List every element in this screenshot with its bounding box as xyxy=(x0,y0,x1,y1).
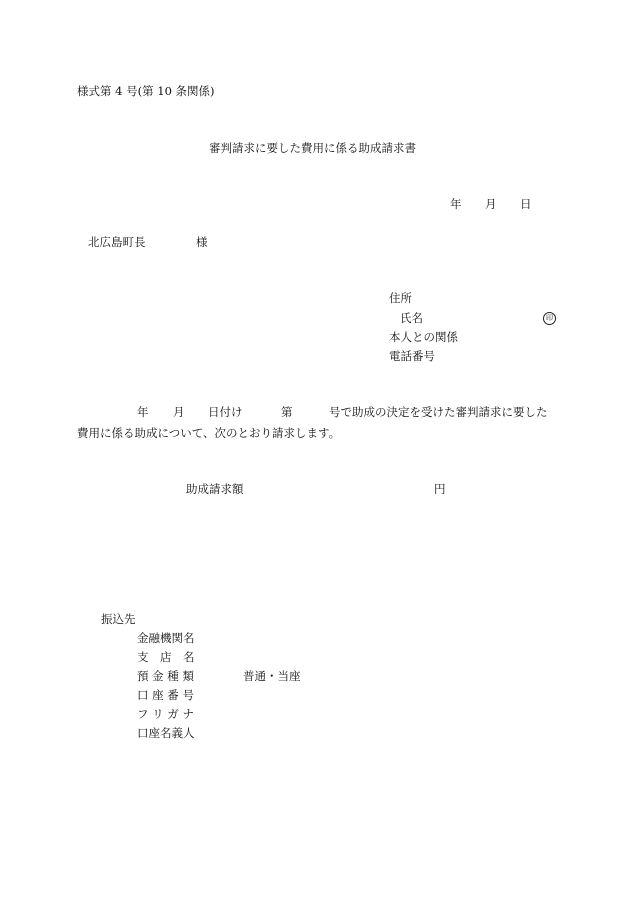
amount-unit: 円 xyxy=(434,482,446,496)
date-year-label: 年 xyxy=(450,197,462,211)
body-line2: 費用に係る助成について、次のとおり請求します。 xyxy=(77,426,341,440)
bank-heading: 振込先 xyxy=(101,612,136,626)
address-label: 住所 xyxy=(389,291,412,305)
furigana-label: フ リ ガ ナ xyxy=(137,707,194,721)
name-label: 氏名 xyxy=(400,311,423,325)
body-year-label: 年 xyxy=(137,405,149,419)
body-line1-rest: 号で助成の決定を受けた審判請求に要した xyxy=(329,405,548,419)
body-month-label: 月 xyxy=(173,405,185,419)
deposit-type-value: 普通・当座 xyxy=(243,669,301,683)
institution-label: 金融機関名 xyxy=(137,631,195,645)
seal-mark: 印 xyxy=(543,312,556,325)
form-number: 様式第 4 号(第 10 条関係) xyxy=(77,84,215,98)
addressee-name: 北広島町長 xyxy=(88,235,146,249)
date-month-label: 月 xyxy=(485,197,497,211)
branch-label: 支 店 名 xyxy=(137,650,195,664)
account-number-label: 口 座 番 号 xyxy=(137,688,194,702)
addressee-honorific: 様 xyxy=(196,235,208,249)
amount-label: 助成請求額 xyxy=(186,482,244,496)
body-date-suffix: 日付け xyxy=(208,405,243,419)
deposit-type-label: 預 金 種 類 xyxy=(137,669,194,683)
account-holder-label: 口座名義人 xyxy=(137,726,195,740)
document-title: 審判請求に要した費用に係る助成請求書 xyxy=(209,141,416,155)
body-number-prefix: 第 xyxy=(281,405,293,419)
relationship-label: 本人との関係 xyxy=(389,330,458,344)
phone-label: 電話番号 xyxy=(389,349,435,363)
date-day-label: 日 xyxy=(520,197,532,211)
